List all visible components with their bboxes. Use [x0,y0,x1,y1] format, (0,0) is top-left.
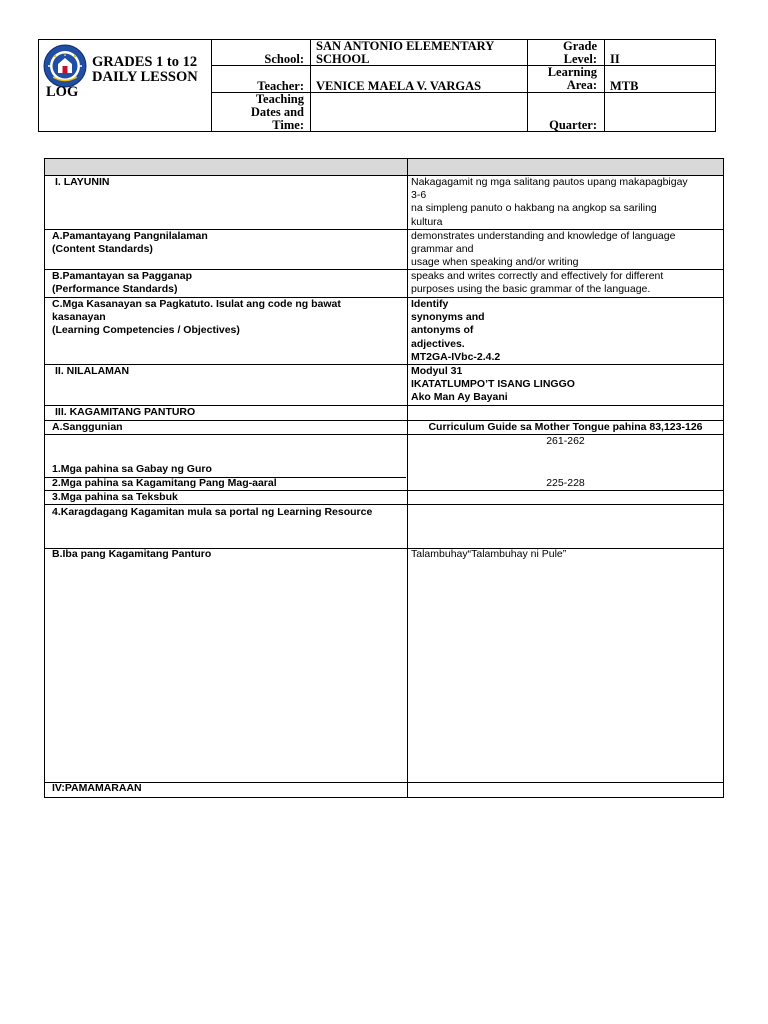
grade-level-value: II [610,52,620,66]
sanggunian-label: A.Sanggunian [52,421,123,433]
iba-pang-kagamitan-value: Talambuhay“Talambuhay ni Pule” [411,548,567,560]
teacher-label: Teacher: [257,79,304,93]
table-header-row [45,159,723,175]
layunin-label: I. LAYUNIN [55,176,110,188]
competencies-label: C.Mga Kasanayan sa Pagkatuto. Isulat ang code ng bawat kasanayan (Learning Competencies / Objectives) [52,298,341,337]
performance-standards-label: B.Pamantayan sa Pagganap (Performance Standards) [52,270,193,296]
nilalaman-value: Modyul 31 IKATATLUMPO’T ISANG LINGGO Ako Man Ay Bayani [411,365,575,404]
karagdagang-kagamitan-label: 4.Karagdagang Kagamitan mula sa portal ng Learning Resource [52,506,373,518]
teacher-value: VENICE MAELA V. VARGAS [316,79,482,93]
layunin-value: Nakagagamit ng mga salitang pautos upang makapagbigay 3-6 na simpleng panuto o hakbang na angkop sa sariling kultura [411,176,688,228]
gabay-guro-label: 1.Mga pahina sa Gabay ng Guro [52,463,212,475]
content-standards-value: demonstrates understanding and knowledge of language grammar and usage when speaking and/or writing [411,230,676,269]
quarter-label: Quarter: [549,118,597,132]
school-label: School: [264,52,304,66]
teaching-dates-label: Teaching Dates and Time: [250,92,304,132]
performance-standards-value: speaks and writes correctly and effectively for different purposes using the basic grammar of the language. [411,270,664,296]
competencies-value: Identify synonyms and antonyms of adjectives. MT2GA-IVbc-2.4.2 [411,298,501,363]
learning-area-label: Learning Area: [547,65,597,92]
content-standards-label: A.Pamantayang Pangnilalaman (Content Standards) [52,230,208,256]
learning-area-value: MTB [610,79,639,93]
kagamitang-panturo-label: III. KAGAMITANG PANTURO [55,406,196,418]
nilalaman-label: II. NILALAMAN [55,365,130,377]
kagamitang-mag-aaral-value: 225-228 [546,477,585,489]
gabay-guro-value: 261-262 [546,435,585,447]
title-line-2: DAILY LESSON [92,69,198,85]
school-value: SAN ANTONIO ELEMENTARY SCHOOL [316,39,495,66]
title-line-3: LOG [46,84,79,100]
sanggunian-value: Curriculum Guide sa Mother Tongue pahina 83,123-126 [428,421,703,433]
title-line-1: GRADES 1 to 12 [92,54,198,70]
pamamaraan-label: IV:PAMAMARAAN [52,782,142,794]
grade-level-label: Grade Level: [562,39,597,66]
teksbuk-label: 3.Mga pahina sa Teksbuk [52,491,178,503]
iba-pang-kagamitan-label: B.Iba pang Kagamitang Panturo [52,548,212,560]
kagamitang-mag-aaral-label: 2.Mga pahina sa Kagamitang Pang Mag-aaral [52,477,277,489]
